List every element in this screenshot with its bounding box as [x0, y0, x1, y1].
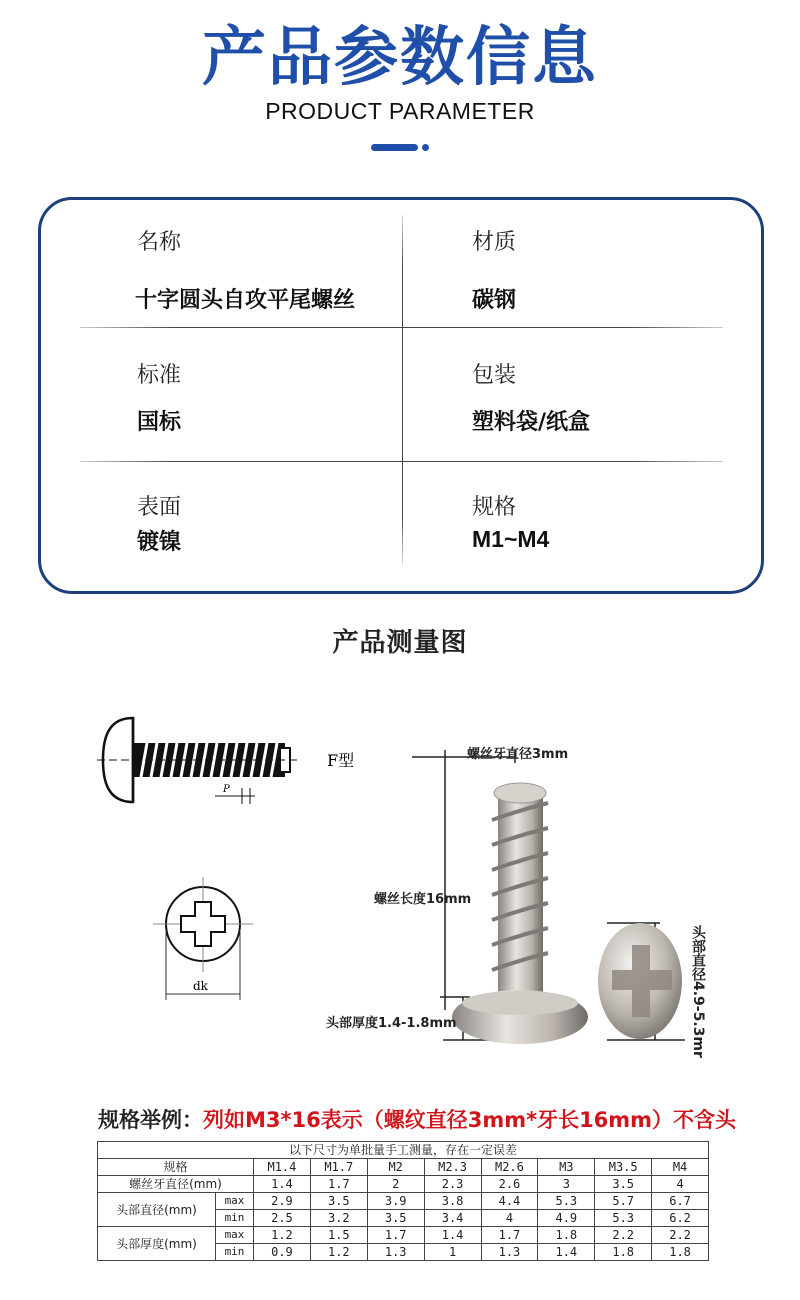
size-header: M4 [652, 1159, 709, 1176]
svg-text:F型: F型 [327, 751, 355, 770]
table-cell: 3.5 [310, 1193, 367, 1210]
param-surface-label: 表面 [137, 495, 182, 520]
table-cell: 1.8 [652, 1244, 709, 1261]
phillips-head-drawing-icon [148, 872, 258, 1002]
table-row [98, 1176, 709, 1193]
table-note: 以下尺寸为单批量手工测量，存在一定误差 [98, 1142, 709, 1159]
table-row [98, 1193, 709, 1210]
size-header: M2.6 [481, 1159, 538, 1176]
table-cell: 1.3 [481, 1244, 538, 1261]
table-header-row [98, 1159, 709, 1176]
spec-example-value: 列如M3*16表示（螺纹直径3mm*牙长16mm）不含头 [203, 1108, 737, 1132]
screw-top-diagram [148, 872, 258, 1002]
table-cell: 1.3 [367, 1244, 424, 1261]
size-header: M2.3 [424, 1159, 481, 1176]
table-cell: 2.2 [595, 1227, 652, 1244]
page-title: 产品参数信息 [202, 21, 598, 95]
head-thickness-annotation: 头部厚度1.4-1.8mm [326, 1016, 457, 1031]
table-cell: 1.8 [595, 1244, 652, 1261]
size-header: M1.7 [310, 1159, 367, 1176]
table-cell: 1.7 [481, 1227, 538, 1244]
page-subtitle: PRODUCT PARAMETER [265, 98, 535, 124]
table-row [98, 1227, 709, 1244]
table-cell: 3.8 [424, 1193, 481, 1210]
title-underline-decoration [371, 144, 431, 152]
param-material-label: 材质 [472, 230, 517, 255]
table-cell: 1.2 [254, 1227, 311, 1244]
spec-table [97, 1141, 709, 1261]
table-cell: 1.4 [538, 1244, 595, 1261]
table-cell: 2 [367, 1176, 424, 1193]
table-cell: 4 [481, 1210, 538, 1227]
table-cell: 4.9 [538, 1210, 595, 1227]
size-header: M1.4 [254, 1159, 311, 1176]
table-cell: 1.7 [367, 1227, 424, 1244]
param-surface-value: 镀镍 [137, 530, 182, 555]
thread-diameter-label: 螺丝牙直径(mm) [98, 1176, 254, 1193]
table-cell: 2.5 [254, 1210, 311, 1227]
table-cell: 2.6 [481, 1176, 538, 1193]
table-cell: 1.4 [424, 1227, 481, 1244]
panel-row-divider-1 [80, 327, 723, 328]
param-standard-value: 国标 [137, 410, 182, 435]
param-name-label: 名称 [137, 230, 182, 255]
head-diameter-annotation: 头部直径4.9-5.3mr [690, 925, 706, 1058]
table-cell: 5.3 [538, 1193, 595, 1210]
table-header-label: 规格 [98, 1159, 254, 1176]
max-label: max [216, 1227, 254, 1244]
table-cell: 1 [424, 1244, 481, 1261]
table-cell: 3.2 [310, 1210, 367, 1227]
max-label: max [216, 1193, 254, 1210]
param-spec-value: M1~M4 [472, 526, 550, 552]
spec-example [98, 1104, 736, 1134]
param-name-value: 十字圆头自攻平尾螺丝 [135, 288, 356, 313]
table-cell: 3.9 [367, 1193, 424, 1210]
param-spec-label: 规格 [472, 495, 517, 520]
panel-vertical-divider [402, 215, 403, 565]
size-header: M3 [538, 1159, 595, 1176]
table-note-row [98, 1142, 709, 1159]
table-cell: 4 [652, 1176, 709, 1193]
measure-section-title: 产品测量图 [332, 628, 468, 658]
table-cell: 5.7 [595, 1193, 652, 1210]
underline-bar [371, 144, 418, 151]
screw-length-annotation: 螺丝长度16mm [374, 892, 472, 907]
table-cell: 2.3 [424, 1176, 481, 1193]
min-label: min [216, 1244, 254, 1261]
head-thickness-label: 头部厚度(mm) [98, 1227, 216, 1261]
min-label: min [216, 1210, 254, 1227]
spec-example-label: 规格举例： [98, 1108, 203, 1132]
param-packaging-label: 包装 [472, 363, 517, 388]
head-diameter-label: 头部直径(mm) [98, 1193, 216, 1227]
size-header: M2 [367, 1159, 424, 1176]
table-cell: 6.2 [652, 1210, 709, 1227]
size-header: M3.5 [595, 1159, 652, 1176]
table-cell: 1.2 [310, 1244, 367, 1261]
svg-text:P: P [223, 784, 230, 795]
panel-row-divider-2 [80, 461, 723, 462]
table-cell: 1.4 [254, 1176, 311, 1193]
svg-text:dk: dk [193, 979, 208, 993]
table-cell: 3.4 [424, 1210, 481, 1227]
param-packaging-value: 塑料袋/纸盒 [472, 410, 591, 435]
table-cell: 6.7 [652, 1193, 709, 1210]
thread-diameter-annotation: 螺丝牙直径3mm [467, 747, 569, 762]
param-standard-label: 标准 [137, 363, 182, 388]
table-cell: 3 [538, 1176, 595, 1193]
underline-dot [422, 144, 429, 151]
table-cell: 2.2 [652, 1227, 709, 1244]
param-material-value: 碳钢 [472, 288, 517, 313]
table-cell: 5.3 [595, 1210, 652, 1227]
table-cell: 0.9 [254, 1244, 311, 1261]
table-cell: 1.5 [310, 1227, 367, 1244]
table-cell: 1.7 [310, 1176, 367, 1193]
table-cell: 3.5 [367, 1210, 424, 1227]
table-cell: 3.5 [595, 1176, 652, 1193]
table-cell: 4.4 [481, 1193, 538, 1210]
table-cell: 1.8 [538, 1227, 595, 1244]
table-cell: 2.9 [254, 1193, 311, 1210]
